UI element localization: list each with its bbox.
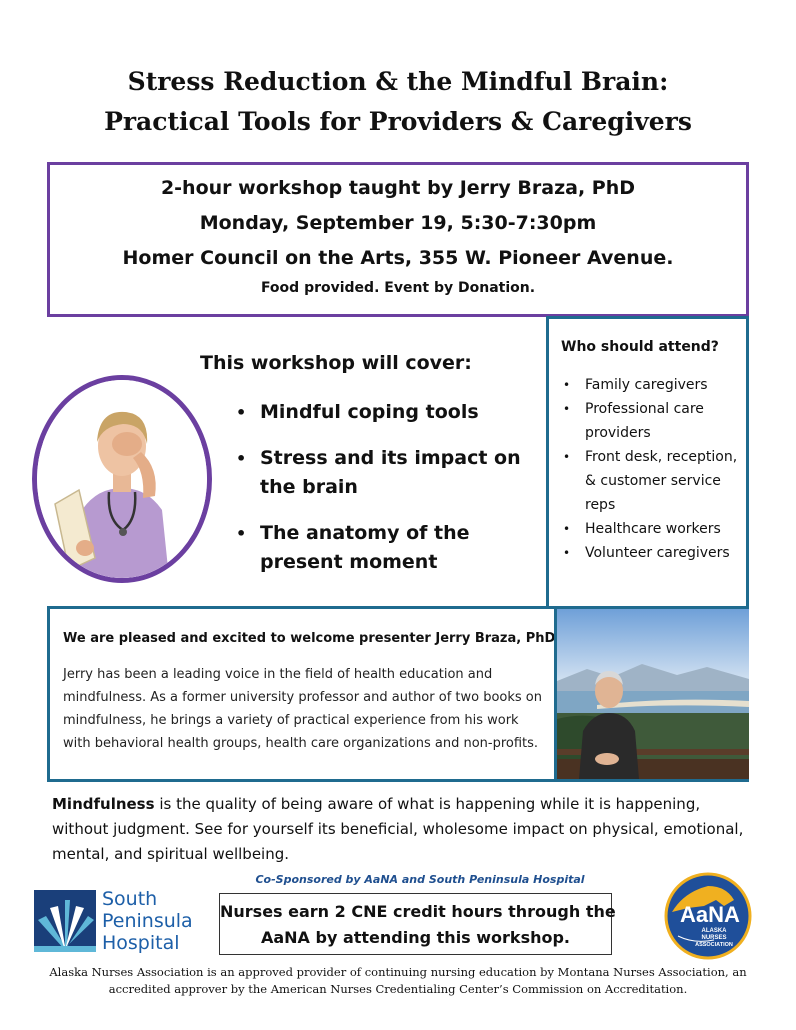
audience-item: • Professional care providers (559, 397, 749, 445)
title-line-2: Practical Tools for Providers & Caregivers (104, 107, 692, 136)
cne-credit-box (219, 893, 616, 955)
audience-heading: Who should attend? (561, 339, 719, 355)
mindfulness-definition (52, 792, 752, 867)
aana-sub-3: ASSOCIATION (695, 942, 733, 948)
sph-emblem-icon (34, 890, 96, 952)
presenter-bio: Jerry has been a leading voice in the field of health education and mindfulness. As a former university professor and author of two books on mindfulness, he brings a variety of practical experience from his work with behavioral health groups, health care organizations and non-profits. (63, 667, 543, 751)
audience-item: • Healthcare workers (559, 517, 749, 541)
presenter-heading: We are pleased and excited to welcome presenter Jerry Braza, PhD (63, 631, 556, 646)
mindfulness-text: is the quality of being aware of what is happening while it is happening, without judgment. See for yourself its beneficial, wholesome impact on physical, emotional, mental, and spiritual wellbeing. (52, 795, 744, 863)
sph-line-3: Hospital (102, 932, 180, 954)
presenter-photo-illustration (557, 609, 749, 779)
event-note-line: Food provided. Event by Donation. (260, 280, 536, 296)
footer-line-2: accredited approver by the American Nurses Credentialing Center’s Commission on Accreditation. (108, 982, 688, 996)
audience-box (546, 316, 749, 609)
coverage-item: • Mindful coping tools (232, 398, 532, 427)
aana-logo (664, 872, 752, 960)
coverage-item: • Stress and its impact on the brain (232, 444, 532, 502)
south-peninsula-hospital-logo (34, 888, 194, 954)
aana-brand: AaNA (680, 902, 740, 927)
coverage-item: • The anatomy of the present moment (232, 519, 532, 577)
sph-line-2: Peninsula (102, 910, 193, 932)
footer-line-1: Alaska Nurses Association is an approved provider of continuing nursing education by Montana Nurses Association, an (49, 965, 747, 979)
cne-line-1: Nurses earn 2 CNE credit hours through the (220, 902, 616, 921)
sph-wordmark (102, 888, 193, 954)
title-line-1: Stress Reduction & the Mindful Brain: (127, 67, 669, 96)
event-presenter-line: 2-hour workshop taught by Jerry Braza, PhD (160, 177, 636, 199)
cne-line-2: AaNA by attending this workshop. (260, 928, 571, 947)
cosponsor-line: Co-Sponsored by AaNA and South Peninsula Hospital (255, 873, 585, 886)
presenter-box (47, 606, 749, 782)
nurse-illustration (37, 380, 207, 578)
audience-item: • Volunteer caregivers (559, 541, 749, 565)
aana-sub-2: NURSES (701, 935, 727, 941)
coverage-heading: This workshop will cover: (200, 352, 472, 374)
coverage-list (232, 398, 532, 594)
aana-sub-1: ALASKA (701, 928, 727, 934)
audience-item: • Family caregivers (559, 373, 749, 397)
page-title (0, 62, 796, 142)
accreditation-footer (20, 964, 776, 998)
event-location-line: Homer Council on the Arts, 355 W. Pioneer Avenue. (122, 247, 674, 269)
audience-item: • Front desk, reception, & customer service reps (559, 445, 749, 517)
aana-emblem-icon (664, 872, 752, 960)
audience-list (559, 373, 749, 565)
event-date-line: Monday, September 19, 5:30-7:30pm (199, 212, 597, 234)
event-details-box (47, 162, 749, 317)
sph-line-1: South (102, 888, 158, 910)
stressed-nurse-image (32, 375, 212, 583)
mindfulness-term: Mindfulness (52, 795, 155, 813)
presenter-portrait-image (554, 609, 749, 779)
